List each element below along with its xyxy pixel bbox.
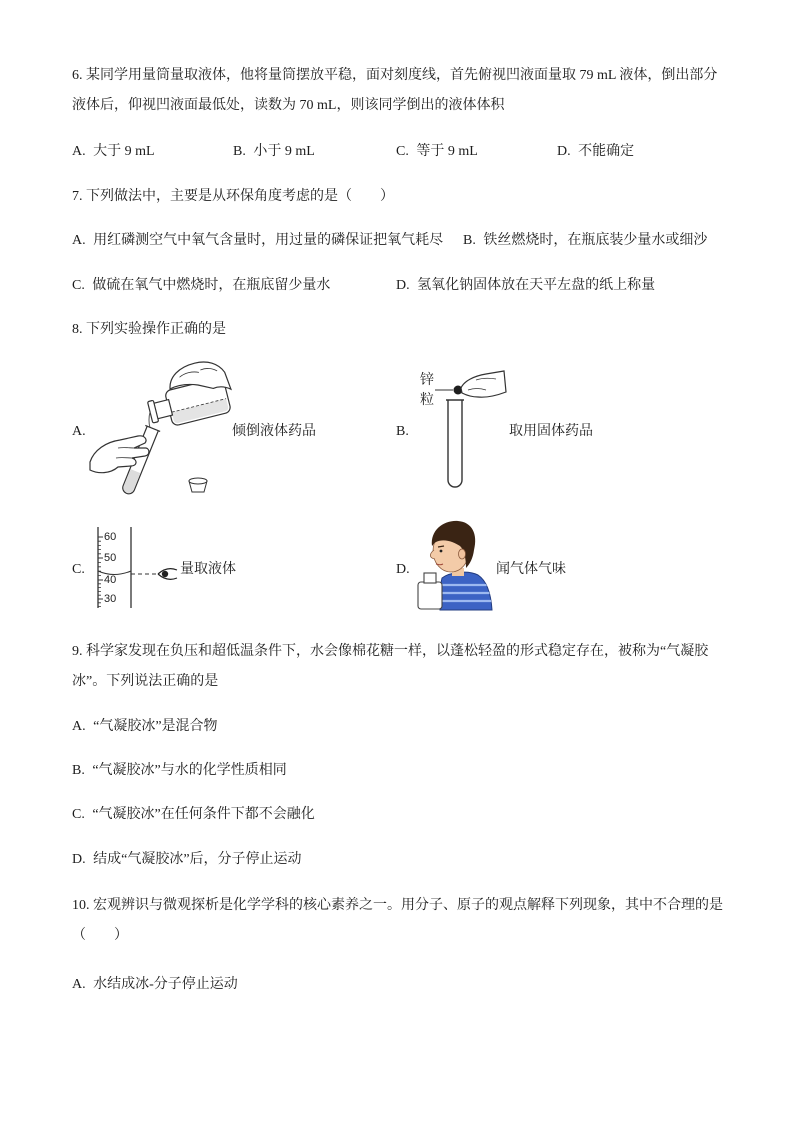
question-number: 10. [72,898,90,913]
option-d [72,845,302,875]
option-text: 等于 9 mL [416,144,478,159]
question-stem: 下列做法中，主要是从环保角度考虑的是（ ） [86,189,394,204]
option-text: 大于 9 mL [93,144,155,159]
option-text: “气凝胶冰”与水的化学性质相同 [92,763,287,778]
option-caption: 量取液体 [180,562,236,577]
scale-label: 40 [104,573,117,586]
scale-label: 60 [104,530,117,543]
option-text: 小于 9 mL [253,144,315,159]
scale-label: 50 [104,551,117,564]
question-stem: 下列实验操作正确的是 [86,322,226,337]
option-letter: D. [557,144,571,159]
question-7 [72,182,724,212]
scale-label: 30 [104,592,117,605]
pouring-liquid-illustration [88,362,234,498]
option-letter: C. [72,807,85,822]
option-letter: A. [72,977,86,992]
option-c [72,271,330,301]
option-b [233,137,315,167]
option-letter: D. [72,852,86,867]
question-10 [72,891,724,951]
option-c [396,137,478,167]
graduated-cylinder-illustration [90,525,182,611]
striped-shirt [440,572,492,610]
option-letter: A. [72,424,86,439]
option-text: 用红磷测空气中氧气含量时，用过量的磷保证把氧气耗尽 [93,233,444,248]
question-6 [72,61,724,121]
option-a [72,226,443,256]
option-d [557,137,634,167]
eye-icon [158,569,177,580]
option-a [72,137,155,167]
option-letter: D. [396,562,410,577]
question-stem: 宏观辨识与微观探析是化学学科的核心素养之一。用分子、原子的观点解释下列现象，其中不合理的是（ ） [72,898,723,943]
question-number: 6. [72,68,83,83]
option-letter: B. [396,424,409,439]
option-b [463,226,707,256]
question-9 [72,637,724,697]
question-number: 9. [72,644,83,659]
option-text: “气凝胶冰”在任何条件下都不会融化 [92,807,315,822]
option-text: 做硫在氧气中燃烧时，在瓶底留少量水 [92,278,331,293]
option-text: “气凝胶冰”是混合物 [93,719,218,734]
gas-bottle [418,573,442,609]
zinc-label: 锌粒 [420,373,434,408]
option-letter: A. [72,144,86,159]
option-a [72,712,218,742]
option-text: 水结成冰-分子停止运动 [93,977,238,992]
option-letter: D. [396,278,410,293]
question-number: 8. [72,322,83,337]
option-b [72,756,287,786]
question-8 [72,315,724,345]
option-caption: 倾倒液体药品 [232,424,316,439]
option-text: 氢氧化钠固体放在天平左盘的纸上称量 [417,278,656,293]
hand-holding-granule [461,371,506,397]
option-letter: B. [72,763,85,778]
adding-solid-illustration [418,368,510,492]
smelling-gas-illustration [414,518,492,610]
option-letter: C. [72,278,85,293]
option-text: 不能确定 [578,144,635,159]
reagent-bottle [141,356,236,431]
option-a [72,970,238,1000]
option-letter: C. [72,562,85,577]
option-letter: B. [233,144,246,159]
liquid-stream [149,412,150,428]
option-text: 铁丝燃烧时，在瓶底装少量水或细沙 [483,233,708,248]
question-stem: 科学家发现在负压和超低温条件下，水会像棉花糖一样，以蓬松轻盈的形式稳定存在，被称为“气凝胶冰”。下列说法正确的是 [72,644,709,689]
option-caption: 取用固体药品 [509,424,593,439]
option-letter: C. [396,144,409,159]
option-caption: 闻气体气味 [496,562,566,577]
question-number: 7. [72,189,83,204]
option-letter: A. [72,719,86,734]
option-letter: B. [463,233,476,248]
question-stem: 某同学用量筒量取液体，他将量筒摆放平稳，面对刻度线，首先俯视凹液面量取 79 mL 液体，倒出部分液体后，仰视凹液面最低处，读数为 70 mL，则该同学倒出的液体体积 [72,68,718,113]
option-d [396,271,655,301]
option-text: 结成“气凝胶冰”后，分子停止运动 [93,852,302,867]
upright-test-tube [448,400,462,487]
bottle-stopper [189,478,207,492]
option-c [72,800,315,830]
option-letter: A. [72,233,86,248]
